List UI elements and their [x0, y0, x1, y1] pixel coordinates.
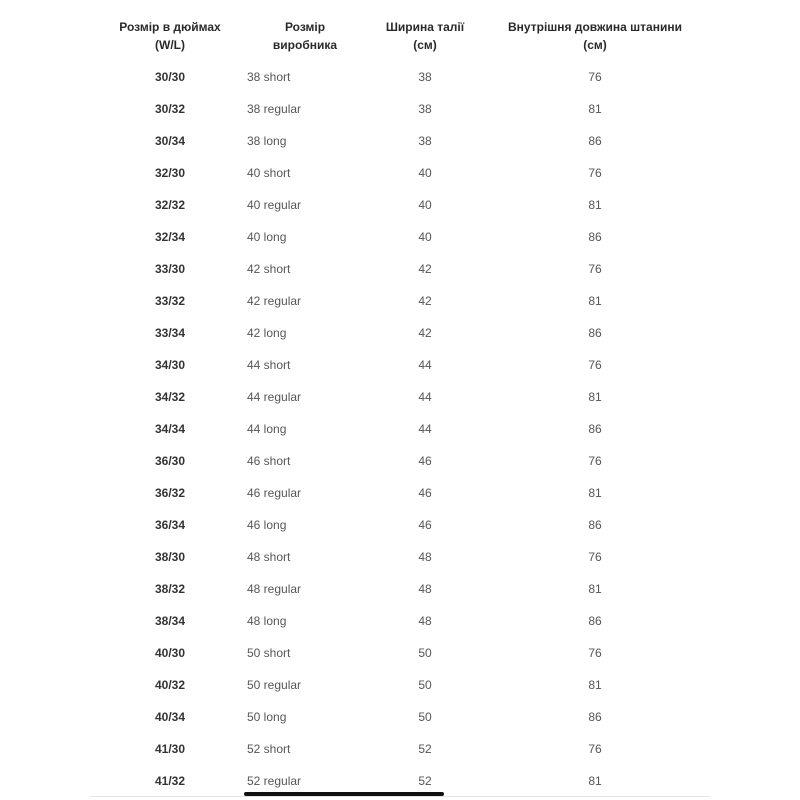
header-waist-line1: Ширина талії	[385, 20, 465, 34]
cell-inch-size: 34/30	[154, 358, 186, 372]
cell-waist: 48	[418, 550, 432, 564]
cell-inseam: 76	[588, 166, 602, 180]
cell-waist: 42	[418, 294, 432, 308]
header-waist	[373, 18, 477, 54]
cell-inseam: 76	[588, 358, 602, 372]
cell-inch-size: 36/34	[154, 518, 186, 532]
table-row	[105, 125, 700, 157]
cell-waist: 50	[418, 710, 432, 724]
table-row	[105, 317, 700, 349]
table-row	[105, 189, 700, 221]
cell-inseam: 76	[588, 646, 602, 660]
cell-waist: 40	[418, 166, 432, 180]
table-row	[105, 637, 700, 669]
cell-inseam: 81	[588, 486, 602, 500]
table-row	[105, 61, 700, 93]
cell-inch-size: 36/30	[154, 454, 186, 468]
cell-waist: 44	[418, 390, 432, 404]
cell-inch-size: 38/34	[154, 614, 186, 628]
cell-inch-size: 32/34	[154, 230, 186, 244]
cell-maker-size: 38 short	[247, 70, 291, 84]
table-row	[105, 733, 700, 765]
cell-inch-size: 40/34	[154, 710, 186, 724]
cell-waist: 40	[418, 198, 432, 212]
table-row	[105, 157, 700, 189]
cell-maker-size: 42 short	[247, 262, 291, 276]
cell-inseam: 81	[588, 198, 602, 212]
cell-maker-size: 40 short	[247, 166, 291, 180]
table-row	[105, 445, 700, 477]
cell-maker-size: 38 long	[247, 134, 287, 148]
cell-inseam: 81	[588, 582, 602, 596]
cell-maker-size: 46 long	[247, 518, 287, 532]
cell-waist: 52	[418, 742, 432, 756]
table-body	[105, 61, 700, 797]
cell-waist: 38	[418, 70, 432, 84]
cell-inch-size: 32/30	[154, 166, 186, 180]
cell-maker-size: 38 regular	[247, 102, 302, 116]
home-indicator-bar[interactable]	[244, 792, 444, 796]
table-row	[105, 285, 700, 317]
cell-waist: 48	[418, 614, 432, 628]
cell-maker-size: 46 short	[247, 454, 291, 468]
table-row	[105, 253, 700, 285]
cell-inch-size: 38/32	[154, 582, 186, 596]
cell-inch-size: 32/32	[154, 198, 186, 212]
cell-waist: 38	[418, 102, 432, 116]
cell-inch-size: 30/32	[154, 102, 186, 116]
cell-inch-size: 30/30	[154, 70, 186, 84]
header-waist-line2: (см)	[413, 38, 437, 52]
table-row	[105, 381, 700, 413]
cell-inseam: 81	[588, 102, 602, 116]
cell-waist: 48	[418, 582, 432, 596]
cell-maker-size: 48 short	[247, 550, 291, 564]
cell-inch-size: 41/30	[154, 742, 186, 756]
cell-inseam: 86	[588, 326, 602, 340]
cell-maker-size: 44 long	[247, 422, 287, 436]
cell-inseam: 81	[588, 390, 602, 404]
cell-inseam: 86	[588, 422, 602, 436]
cell-inseam: 86	[588, 518, 602, 532]
cell-maker-size: 46 regular	[247, 486, 302, 500]
table-row	[105, 541, 700, 573]
cell-inseam: 81	[588, 294, 602, 308]
header-inseam	[485, 18, 705, 54]
table-row	[105, 93, 700, 125]
cell-maker-size: 50 regular	[247, 678, 302, 692]
cell-inch-size: 34/34	[154, 422, 186, 436]
header-inch-size-line2: (W/L)	[155, 38, 185, 52]
cell-inseam: 76	[588, 742, 602, 756]
cell-inseam: 86	[588, 614, 602, 628]
cell-inseam: 81	[588, 678, 602, 692]
cell-inseam: 76	[588, 550, 602, 564]
cell-maker-size: 48 regular	[247, 582, 302, 596]
cell-maker-size: 42 regular	[247, 294, 302, 308]
table-row	[105, 669, 700, 701]
header-maker-size	[245, 18, 365, 54]
cell-waist: 44	[418, 358, 432, 372]
header-inseam-line1: Внутрішня довжина штанини	[508, 20, 682, 34]
table-row	[105, 573, 700, 605]
cell-maker-size: 50 short	[247, 646, 291, 660]
table-row	[105, 221, 700, 253]
cell-maker-size: 42 long	[247, 326, 287, 340]
cell-inseam: 86	[588, 134, 602, 148]
cell-inch-size: 33/30	[154, 262, 186, 276]
cell-inseam: 76	[588, 262, 602, 276]
cell-waist: 50	[418, 678, 432, 692]
cell-inch-size: 33/34	[154, 326, 186, 340]
header-maker-size-line1: Розмір	[284, 20, 326, 34]
cell-inch-size: 40/30	[154, 646, 186, 660]
cell-maker-size: 52 short	[247, 742, 291, 756]
cell-inch-size: 30/34	[154, 134, 186, 148]
cell-inch-size: 33/32	[154, 294, 186, 308]
cell-maker-size: 52 regular	[247, 774, 302, 788]
header-maker-size-line2: виробника	[272, 38, 338, 52]
cell-maker-size: 44 regular	[247, 390, 302, 404]
header-inseam-line2: (см)	[583, 38, 607, 52]
cell-maker-size: 40 long	[247, 230, 287, 244]
table-row	[105, 509, 700, 541]
cell-maker-size: 48 long	[247, 614, 287, 628]
cell-inch-size: 41/32	[154, 774, 186, 788]
cell-inseam: 86	[588, 710, 602, 724]
cell-inseam: 76	[588, 70, 602, 84]
cell-inseam: 81	[588, 774, 602, 788]
cell-inseam: 76	[588, 454, 602, 468]
table-row	[105, 605, 700, 637]
table-header-row	[105, 18, 700, 58]
cell-waist: 46	[418, 454, 432, 468]
cell-inch-size: 40/32	[154, 678, 186, 692]
cell-waist: 42	[418, 262, 432, 276]
cell-waist: 44	[418, 422, 432, 436]
table-row	[105, 477, 700, 509]
cell-inch-size: 36/32	[154, 486, 186, 500]
cell-waist: 50	[418, 646, 432, 660]
cell-waist: 40	[418, 230, 432, 244]
header-inch-size-line1: Розмір в дюймах	[119, 20, 221, 34]
cell-maker-size: 44 short	[247, 358, 291, 372]
cell-waist: 38	[418, 134, 432, 148]
cell-waist: 46	[418, 486, 432, 500]
cell-waist: 42	[418, 326, 432, 340]
cell-inch-size: 34/32	[154, 390, 186, 404]
cell-waist: 52	[418, 774, 432, 788]
cell-maker-size: 50 long	[247, 710, 287, 724]
cell-inch-size: 38/30	[154, 550, 186, 564]
bottom-divider	[90, 796, 710, 797]
table-row	[105, 413, 700, 445]
cell-waist: 46	[418, 518, 432, 532]
cell-maker-size: 40 regular	[247, 198, 302, 212]
cell-inseam: 86	[588, 230, 602, 244]
table-row	[105, 701, 700, 733]
header-inch-size	[105, 18, 235, 54]
table-row	[105, 349, 700, 381]
